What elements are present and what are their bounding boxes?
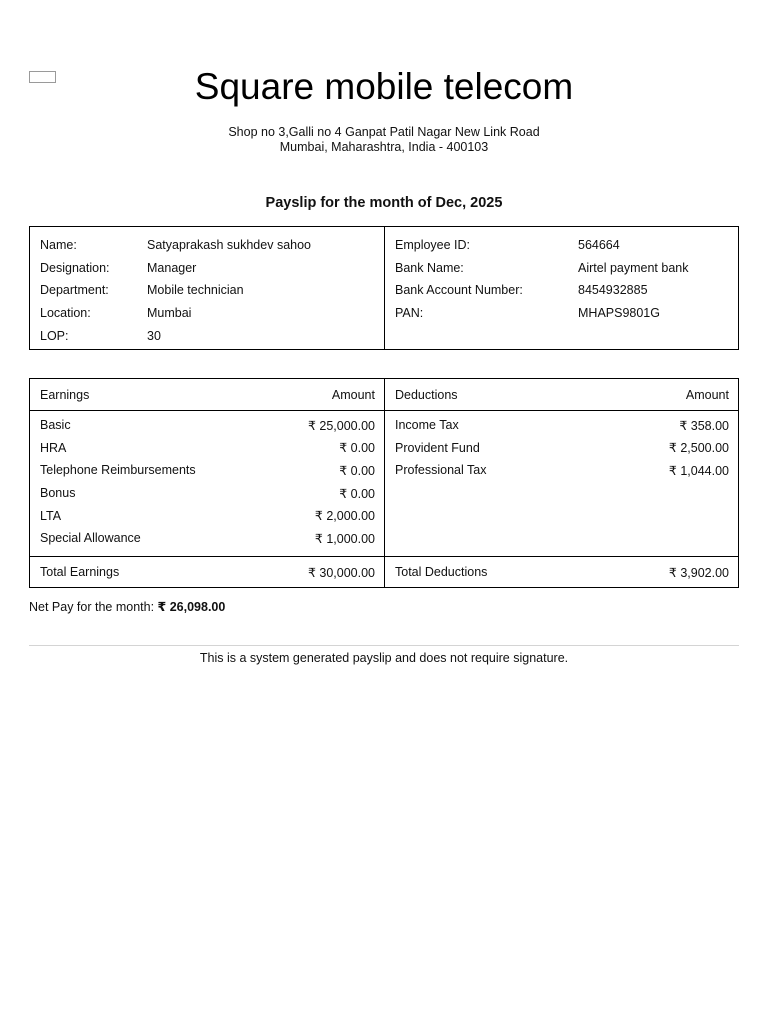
deductions-list [395,414,729,482]
address-line-1: Shop no 3,Galli no 4 Ganpat Patil Nagar New Link Road [228,125,540,139]
table-row [395,437,729,460]
earning-amount: ₹ 0.00 [339,441,375,456]
earning-label: Special Allowance [40,531,141,546]
earning-amount: ₹ 2,000.00 [314,509,375,524]
earning-amount: ₹ 0.00 [339,463,375,478]
company-name: Square mobile telecom [194,66,574,107]
earning-label: Bonus [40,486,76,501]
employee-details-left [40,234,380,347]
department-row [40,279,380,302]
designation-row [40,257,380,280]
total-deductions-amount: ₹ 3,902.00 [668,565,729,580]
address-line-2: Mumbai, Maharashtra, India - 400103 [279,140,489,154]
field-label: Employee ID: [395,238,471,253]
pan-value: MHAPS9801G [578,306,660,321]
bank-name-row [395,257,735,280]
earnings-deductions-table [29,378,739,588]
earnings-header-label: Earnings [40,387,90,402]
deductions-header [395,379,729,410]
earning-label: Basic [40,418,71,433]
table-row [40,504,375,527]
total-earnings-row [40,557,375,587]
deductions-header-label: Deductions [395,387,458,402]
deduction-label: Provident Fund [395,440,480,455]
department-value: Mobile technician [147,283,244,298]
earning-amount: ₹ 1,000.00 [314,531,375,546]
employee-details-right [395,234,735,324]
earning-label: LTA [40,508,62,523]
deduction-label: Professional Tax [395,463,487,478]
table-row [40,414,375,437]
deductions-amount-header: Amount [685,387,729,402]
earning-label: Telephone Reimbursements [40,463,196,478]
total-deductions-row [395,557,729,587]
earnings-header [40,379,375,410]
field-label: Name: [40,238,77,253]
column-divider [384,227,385,349]
field-label: PAN: [395,306,424,321]
net-pay-amount: ₹ 26,098.00 [157,600,226,614]
employee-id-value: 564664 [578,238,620,253]
lop-row [40,324,380,347]
payslip-title: Payslip for the month of Dec, 2025 [265,195,503,211]
bank-name-value: Airtel payment bank [578,260,689,275]
table-row [40,527,375,550]
footer-note: This is a system generated payslip and does not require signature. [199,651,569,665]
location-row [40,302,380,325]
bank-account-value: 8454932885 [578,283,648,298]
earning-amount: ₹ 25,000.00 [307,418,375,433]
deduction-amount: ₹ 1,044.00 [668,463,729,478]
earnings-list [40,414,375,550]
field-label: Bank Name: [395,260,464,275]
header-divider [30,410,738,411]
field-label: Designation: [40,260,110,275]
field-label: Location: [40,306,91,321]
employee-name-row [40,234,380,257]
table-row [395,414,729,437]
table-row [40,459,375,482]
employee-name: Satyaprakash sukhdev sahoo [147,238,311,253]
table-row [395,459,729,482]
net-pay-label: Net Pay for the month: [29,600,155,614]
field-label: Bank Account Number: [395,283,523,298]
deduction-amount: ₹ 358.00 [679,418,729,433]
deduction-amount: ₹ 2,500.00 [668,441,729,456]
table-row [40,482,375,505]
total-earnings-label: Total Earnings [40,565,120,579]
field-label: Department: [40,283,109,298]
deduction-label: Income Tax [395,418,459,433]
bank-account-row [395,279,735,302]
table-row [40,437,375,460]
total-deductions-label: Total Deductions [395,565,488,579]
net-pay [29,599,225,615]
pan-row [395,302,735,325]
earning-label: HRA [40,440,67,455]
company-address [0,125,768,155]
earnings-amount-header: Amount [331,387,375,402]
location-value: Mumbai [147,306,192,321]
footer-divider [29,645,739,646]
earning-amount: ₹ 0.00 [339,486,375,501]
total-earnings-amount: ₹ 30,000.00 [307,565,375,580]
field-label: LOP: [40,328,69,343]
designation-value: Manager [147,260,197,275]
employee-id-row [395,234,735,257]
lop-value: 30 [147,328,161,343]
employee-details-box [29,226,739,350]
